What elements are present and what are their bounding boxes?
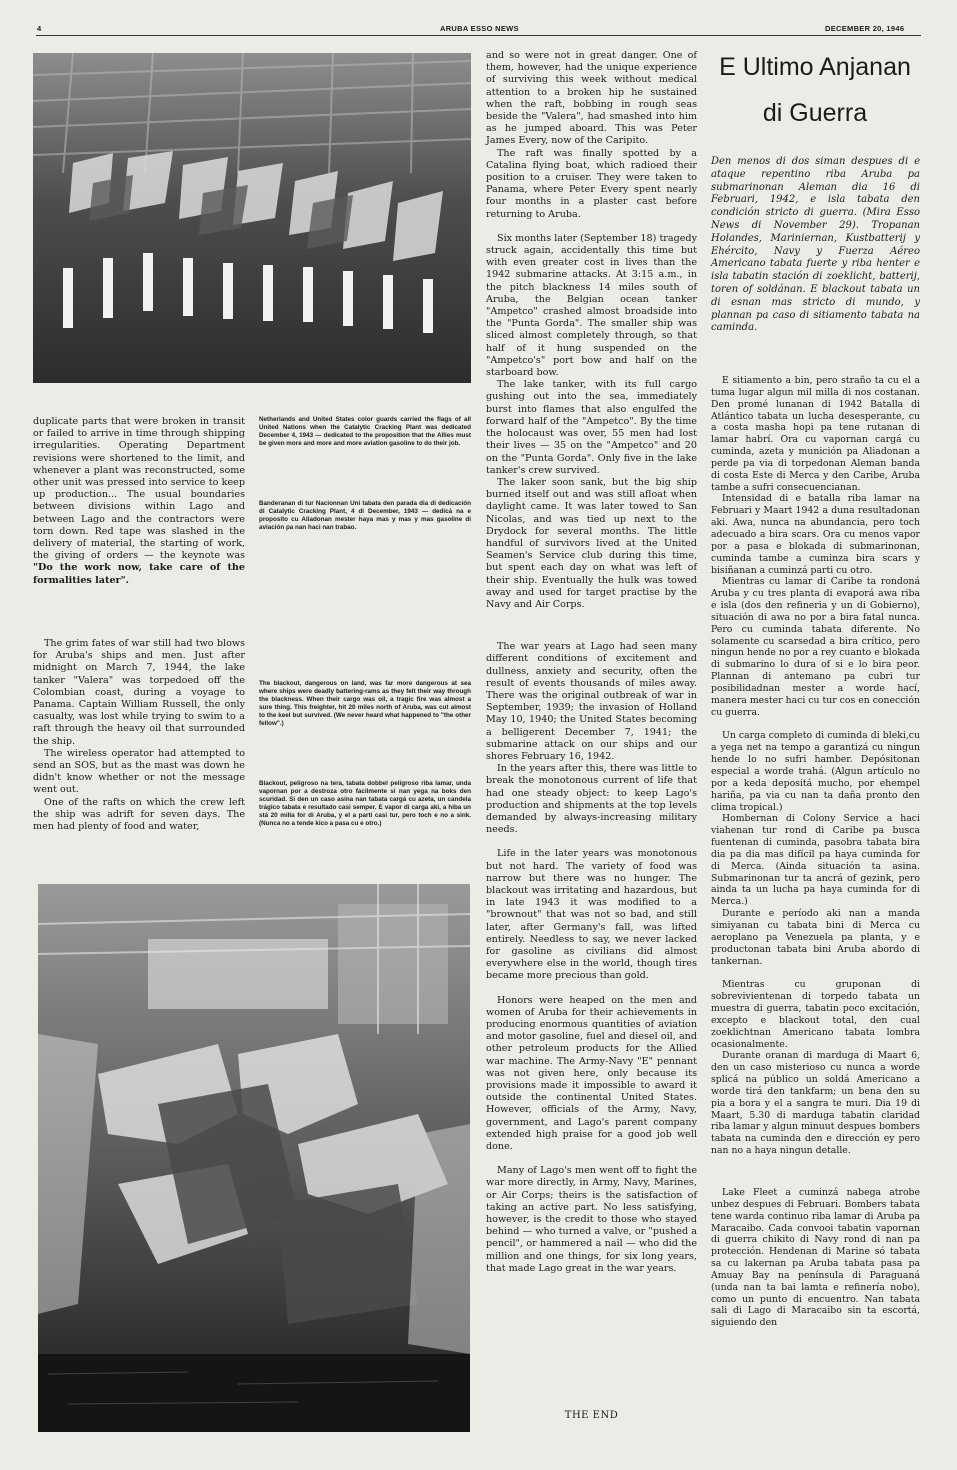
col1-para: One of the rafts on which the crew left the ship was adrift for seven days. The men had plenty of food and water, <box>33 796 245 833</box>
papiamento-text <box>711 375 920 1329</box>
col1-keynote: "Do the work now, take care of the formalities later". <box>33 562 245 586</box>
parade-photo <box>33 53 471 383</box>
article-title-line1: E Ultimo Anjanan <box>719 53 911 81</box>
wreck-photo <box>38 884 470 1432</box>
papiamento-para: Mientras cu lamar di Caribe ta rondoná Aruba y cu tres planta di evaporá awa riba e isla (dos den refineria y un di Gobierno), situación di awa no por a bira fatal nunca. Pero cu cuminda tabata diferente. No solamente cu scarsedad a bira crítico, pero ningun hende no por a rey cuanto e blokada di submarino lo dura of si e lo bira peor. Plannan di antemano pa cubri tur posibilidadnan mester a worde hací, manera mester haci cu tur cos en conección cu guerra. <box>711 576 920 718</box>
col3-para: Honors were heaped on the men and women of Aruba for their achievements in producing enormous quantities of aviation and motor gasoline, fuel and diesel oil, and other petroleum products for the Allied war machine. The Army-Navy "E" pennant was not given here, only because its provisions made it impossible to award it outside the continental United States. However, officials of the Army, Navy, government, and Lago's parent company extended high praise for a good job well done. <box>486 994 697 1153</box>
header-rule <box>36 35 921 36</box>
col3-para: The laker soon sank, but the big ship burned itself out and was still afloat when daylight came. It was later towed to San Nicolas, and was tied up next to the Drydock for several months. The little handful of survivors lived at the United Seamen's Service club during this time, but spent each day on what was left of their ship. Eventually the hulk was towed away and used for target practise by the Navy and Air Corps. <box>486 476 697 610</box>
col1-para: The grim fates of war still had two blows for Aruba's ships and men. Just after midnight on March 7, 1944, the lake tanker "Valera" was torpedoed off the Colombian coast, during a voyage to Panama. Captain William Russell, the only casualty, was lost while trying to swim to a raft through the heavy oil that surrounded the ship. <box>33 638 245 747</box>
col3-para: Six months later (September 18) tragedy struck again, accidentally this time but with even greater cost in lives than the 1942 submarine attacks. At 3:15 a.m., in the pitch blackness 14 miles south of Aruba, the Belgian ocean tanker "Ampetco" crashed almost broadside into the "Punta Gorda". The smaller ship was sliced almost completely through, so that half of it hung suspended on the "Ampetco's" port bow and half on the starboard bow. <box>486 232 697 379</box>
papiamento-para: Durante oranan di marduga di Maart 6, den un caso misterioso cu nunca a worde splicá na público un soldá Americano a worde tirá den tankfarm; un bena den su pia a bora y el a sangra te muri. Dia 19 di Maart, 5.30 di marduga tabatin claridad riba lamar y algun minuut despues bombers tabata na cuminda den e dirección ey pero nan no a haya ningun detalle. <box>711 1050 920 1157</box>
caption-parade-english: Netherlands and United States color guards carried the flags of all United Nations when the Catalytic Cracking Plant was dedicated December 4, 1943 — dedicated to the proposition that the Allies must be given more and more and more aviation gasoline to do their job. <box>259 416 471 447</box>
the-end: THE END <box>564 1410 619 1421</box>
col3-para: The lake tanker, with its full cargo gushing out into the sea, immediately burst into flames that also engulfed the forward half of the "Ampetco". By the time the holocaust was over, 55 men had lost their lives — 35 on the "Ampetco" and 20 on the "Punta Gorda". Only five in the lake tanker's crew survived. <box>486 379 697 476</box>
col1-para: duplicate parts that were broken in transit or failed to arrive in time through shipping irregularities. Operating Department revisions were shortened to the limit, and whenever a plant was reconstructed, some other unit was pressed into service to keep up production... The usual boundaries between divisions within Lago and between Lago and the contractors were torn down. Red tape was slashed in the delivery of material, the starting of work, the giving of orders — the keynote was <box>33 416 245 562</box>
caption-blackout-papiamento: Blackout, peligroso na tera, tabata dobbel peligroso riba lamar, unda vapornan por a destroza otro facilmente si nan yega na boks den scuridad. Si den un caso asina nan tabata cargá cu azeta, un candela trágico tabata e resultado casi semper. E vapor di carga aki, a hiba un stá 20 milla for di Aruba, y el a parti casi tur, pero toch e no a sink. (Nunca no a tende kico a pasa cu e otro.) <box>259 780 471 827</box>
issue-date: DECEMBER 20, 1946 <box>825 24 905 33</box>
col3-para: Many of Lago's men went off to fight the war more directly, in Army, Navy, Marines, or Air Corps; theirs is the satisfaction of taking an active part. No less satisfying, however, is the credit to those who stayed behind — who turned a valve, or "pushed a pencil", or hammered a nail — who did the million and one things, for six long years, that made Lago great in the war years. <box>486 1165 697 1274</box>
papiamento-para: Lake Fleet a cuminzá nabega atrobe unbez despues di Februari. Bombers tabata tene warda continuo riba lamar di Aruba pa Maracaibo. Cada convooi tabatin vapornan di guerra chikito di Navy rond di nan pa protección. Hendenan di Marine só tabata sa cu lakernan pa Aruba tabata pasa pa Amuay Bay na península di Paraguaná (unda nan ta bai lamta e refinería nobo), como un punto di encuentro. Nan tabata sali di Lago di Maracaibo sin ta escortá, siguiendo den <box>711 1187 920 1329</box>
papiamento-para: Intensidad di e batalla riba lamar na Februari y Maart 1942 a duna resultadonan aki. Awa, nunca na abundancia, pero toch adecuado a bira scars. Ora cu menos vapor por a pasa e blokada di submarinonan, cuminda tambe a cuminza bira scars y bisiñanan a cuminzá parti cu otro. <box>711 493 920 576</box>
papiamento-para: Hombernan di Colony Service a haci viahenan tur rond di Caribe pa busca fuentenan di cuminda, pasobra tabata bira dia pa dia mas difícil pa haya cuminda for di Merca. (Ainda situación ta asina. Submarinonan tur ta ancrá of gezink, pero ainda ta un lucha pa haya cuminda for di Merca.) <box>711 813 920 908</box>
papiamento-para: Mientras cu gruponan di sobrevivientenan di torpedo tabata un muestra di guerra, tabatin poco excitación, excepto e blackout total, den cual zoeklichtnan Americano tabata lombra ocasionalmente. <box>711 979 920 1050</box>
article-title-line2: di Guerra <box>762 99 868 127</box>
caption-parade-papiamento: Banderanan di tur Nacionnan Uni tabata den parada dia di dedicación di Catalytic Cracking Plant, 4 di December, 1943 — dedicá na e proposito cu Aliadonan mester haya mas y mas y mas gasoline di aviación pa nan haci nan trabao. <box>259 500 471 531</box>
col1-para: The wireless operator had attempted to send an SOS, but as the mast was down he didn't know whether or not the message went out. <box>33 747 245 796</box>
page-number: 4 <box>37 24 42 33</box>
col3-para: In the years after this, there was little to break the monotonous current of life that had one steady object: to keep Lago's production and shipments at the top levels demanded by always-increasing military needs. <box>486 763 697 836</box>
papiamento-para: Durante e período aki nan a manda simiyanan cu tabata bini di Merca cu aeroplano pa Venezuela pa planta, y e productonan tabata bini Aruba abordo di tankernan. <box>711 908 920 967</box>
col3-para: Life in the later years was monotonous but not hard. The variety of food was narrow but there was no hunger. The blackout was irritating and hazardous, but in late 1943 it was modified to a "brownout" that was not so bad, and still later, after Germany's fall, was lifted entirely. Needless to say, we never lacked for gasoline as civilians did almost everywhere else in the world, though tires became more precious than gold. <box>486 848 697 982</box>
caption-blackout-english: The blackout, dangerous on land, was far more dangerous at sea where ships were deadly battering-rams as they felt their way through the blackness. When their cargo was oil, a tragic fire was almost a sure thing. This freighter, hit 20 miles north of Aruba, was cut almost to the keel but survived. (We never heard what happened to "the other fellow".) <box>259 680 471 727</box>
wreck-photo-graphic <box>38 884 470 1432</box>
article-title <box>705 48 925 132</box>
article-intro: Den menos di dos siman despues di e ataque repentino riba Aruba pa submarinonan Aleman dia 16 di Februari, 1942, e isla tabata den condición stricto di guerra. (Mira Esso News di November 29). Tropanan Holandes, Mariniernan, Kustbatterij y Ehército, Navy y Fuerza Aéreo Americano tabata fuerte y riba henter e isla tabatin stación di zoeklicht, batterij, toren of soldánan. E blackout tabata un di esnan mas stricto di mundo, y plannan pa caso di sitiamento tabata na caminda. <box>711 156 920 334</box>
publication-name: ARUBA ESSO NEWS <box>440 24 519 33</box>
col1-text-b <box>33 638 245 833</box>
col3-para: The raft was finally spotted by a Catalina flying boat, which radioed their position to a cruiser. They were taken to Panama, where Peter Every spent nearly four months in a plaster cast before returning to Aruba. <box>486 147 697 220</box>
papiamento-para: E sitiamento a bin, pero straño ta cu el a tuma lugar algun mil milla di nos costanan. Den promé lunanan di 1942 Batalla di Atlántico tabata un lucha desesperante, cu a costa masha hopi pa tene rutanan di lamar habrí. Ora cu vapornan cargá cu cuminda, azeta y munición pa Aliadonan a perde pa via di torpedonan Aleman banda di costa Este di Merca y den Caribe, Aruba tambe a sufri consecuencianan. <box>711 375 920 493</box>
col3-para: and so were not in great danger. One of them, however, had the unique experience of surviving this week without medical attention to a broken hip he sustained when the raft, bobbing in rough seas beside the "Valera", had smashed into him as he jumped aboard. This was Peter James Every, now of the Caripito. <box>486 50 697 147</box>
col1-text-a <box>33 416 245 587</box>
parade-photo-graphic <box>33 53 471 383</box>
papiamento-para: Un carga completo di cuminda di bleki,cu a yega net na tempo a garantizá cu ningun hende lo no sufri hamber. Depósitonan especial a worde trahá. (Algun artículo no por a keda depositá mucho, por ehempel hariña, pa via cu nan ta daña pronto den clima tropical.) <box>711 730 920 813</box>
col3-text <box>486 50 697 1275</box>
col3-para: The war years at Lago had seen many different conditions of excitement and dullness, anxiety and security, often the result of events thousands of miles away. There was the original outbreak of war in September, 1939; the invasion of Holland May 10, 1940; the United States becoming a belligerent December 7, 1941; the submarine attack on our ships and our shores February 16, 1942. <box>486 641 697 762</box>
